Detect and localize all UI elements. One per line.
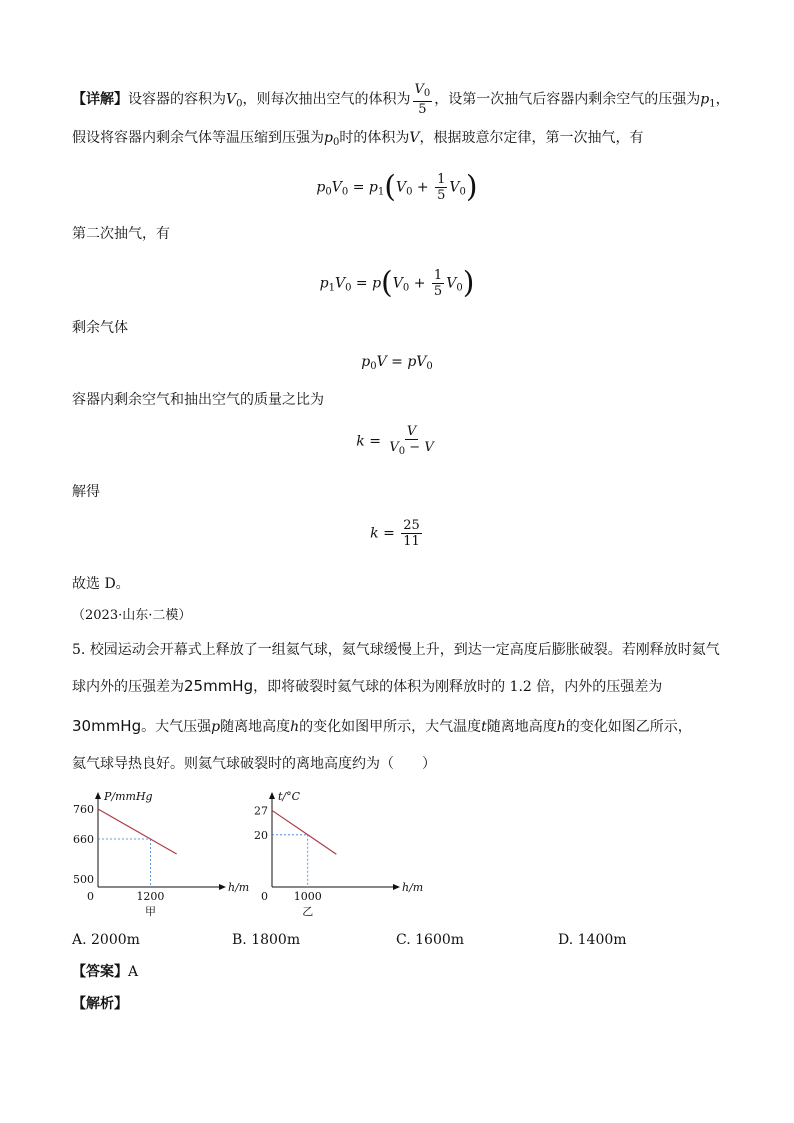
y-tick-label: 20 [254,828,268,842]
y-axis-arrow [269,792,275,799]
x-axis-arrow [393,884,400,890]
equation-remaining: $p_0V = pV_0$ [361,354,433,372]
x-axis-label: h/m [402,881,424,894]
equation-second-extraction: $p_1V_0 = p(V_0$ + $\frac{1}{5}$ $V_0$) [319,265,475,301]
y-tick-label: 500 [73,873,94,886]
x-tick-label: 0 [87,890,94,903]
y-tick-label: 27 [254,804,268,818]
equation-result: k = $\frac{25}{11}$ [370,518,420,549]
detail-second-extraction: 第二次抽气，有 [72,226,170,242]
fraction-v0-over-5: $\frac{V_0}{5}$ [414,82,431,117]
series-line [98,809,177,854]
series-line [272,810,336,854]
detail-line-2: 假设将容器内剩余气体等温压缩到压强为$p_0$时的体积为V，根据玻意尔定律，第一次抽气，有 [72,130,644,148]
answer-value: A [128,964,139,980]
answer-line: 【答案】A [72,964,139,980]
y-tick-label: 660 [73,833,94,846]
question-source: （2023·山东·二模） [72,608,192,623]
y-axis-label: t/°C [278,790,301,803]
chart-jia [66,784,250,920]
chart-caption: 乙 [302,905,314,918]
detail-mass-ratio: 容器内剩余空气和抽出空气的质量之比为 [72,392,324,408]
detail-remaining-gas: 剩余气体 [72,320,128,336]
x-tick-label: 1000 [293,890,322,903]
question-line-1: 5. 校园运动会开幕式上释放了一组氦气球，氦气球缓慢上升，到达一定高度后膨胀破裂。若刚释放时氦气 [72,642,720,658]
option-d[interactable]: D. 1400m [558,932,627,948]
detail-choice: 故选 D。 [72,576,130,592]
equation-ratio: k = $\frac{V}{V_0 - V}$ [356,424,434,457]
option-c[interactable]: C. 1600m [396,932,465,948]
x-axis-label: h/m [228,881,250,894]
option-a[interactable]: A. 2000m [72,932,140,948]
question-line-4: 氦气球导热良好。则氦气球破裂时的离地高度约为（ ） [72,756,436,772]
y-axis-arrow [95,792,101,799]
y-axis-label: P/mmHg [104,790,153,803]
question-line-2: 球内外的压强差为25mmHg，即将破裂时氦气球的体积为刚释放时的 1.2 倍，内外的压强差为 [72,677,663,695]
question-line-3: 30mmHg。大气压强p随离地高度h的变化如图甲所示，大气温度t随离地高度h的变化如图乙所示， [72,717,692,735]
detail-line-1: 【详解】设容器的容积为$V_0$，则每次抽出空气的体积为 $\frac{V_0}{5}$ ，设第一次抽气后容器内剩余空气的压强为$p_1$， [72,82,730,117]
chart-caption: 甲 [144,905,156,918]
detail-solve: 解得 [72,484,100,500]
analysis-tag: 【解析】 [72,996,128,1012]
chart-yi [240,784,424,920]
x-tick-label: 1200 [136,890,165,903]
detail-tag: 【详解】 [72,91,128,108]
x-axis-arrow [219,884,226,890]
equation-first-extraction: $p_0V_0 = p_1(V_0$ + $\frac{1}{5}$ $V_0$) [316,169,478,205]
option-b[interactable]: B. 1800m [232,932,301,948]
x-tick-label: 0 [261,890,268,903]
y-tick-label: 760 [73,803,94,816]
